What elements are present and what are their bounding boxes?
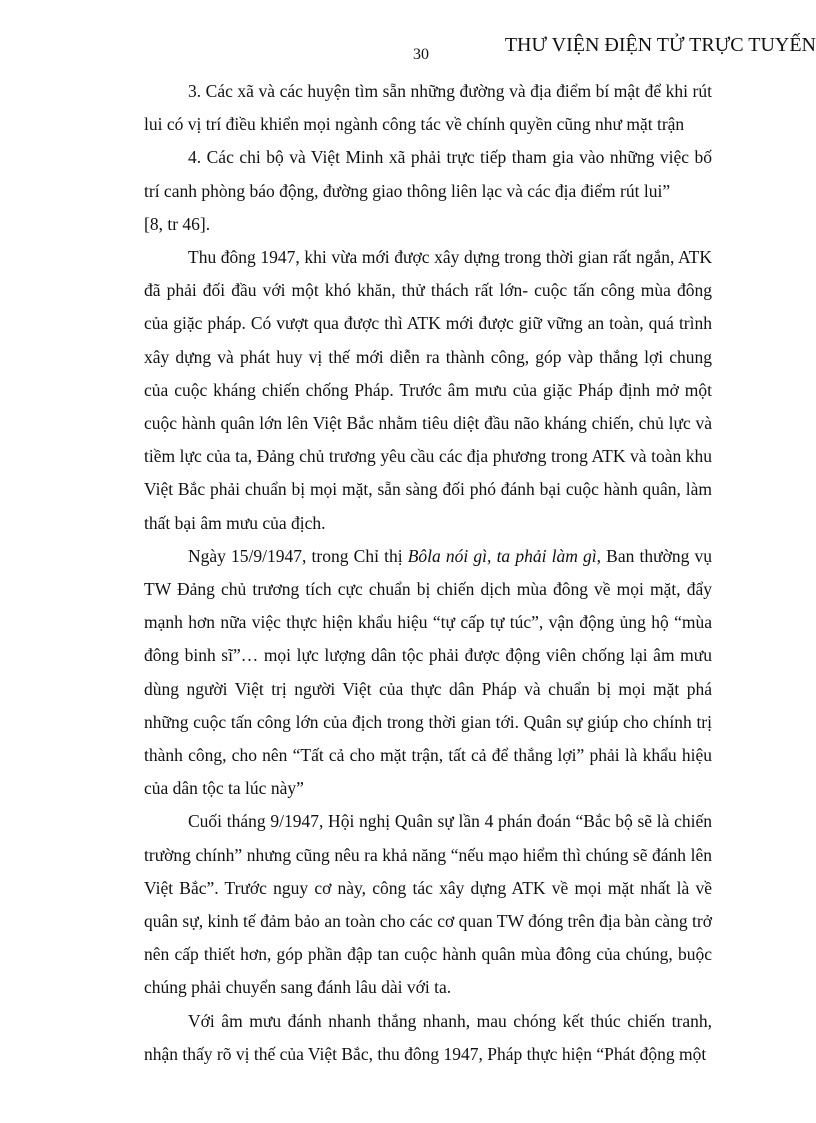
paragraph-2: 4. Các chi bộ và Việt Minh xã phải trực tiếp tham gia vào những việc bố trí canh phòng báo động, đường giao thông liên lạc và các địa điểm rút lui”	[144, 147, 712, 201]
paragraph-1: 3. Các xã và các huyện tìm sẵn những đường và địa điểm bí mật để khi rút lui có vị trí điều khiển mọi ngành công tác về chính quyền cũng như mặt trận	[144, 81, 712, 135]
paragraph-4-rest: , Ban thường vụ TW Đảng chủ trương tích cực chuẩn bị chiến dịch mùa đông về mọi mặt, đẩy mạnh hơn nữa việc thực hiện khẩu hiệu “tự cấp tự túc”, vận động ủng hộ “mùa đông binh sĩ”… mọi lực lượng dân tộc phải được động viên chống lại âm mưu dùng người Việt trị người Việt của thực dân Pháp và chuẩn bị mọi mặt phá những cuộc tấn công lớn của địch trong thời gian tới. Quân sự giúp cho chính trị thành công, cho nên “Tất cả cho mặt trận, tất cả để thắng lợi” phải là khẩu hiệu của dân tộc ta lúc này”	[144, 545, 712, 799]
paragraph-6: Với âm mưu đánh nhanh thắng nhanh, mau chóng kết thúc chiến tranh, nhận thấy rõ vị thế của Việt Bắc, thu đông 1947, Pháp thực hiện “Phát động một	[144, 1010, 712, 1064]
page-number: 30	[413, 46, 429, 63]
directive-title: Bôla nói gì, ta phải làm gì	[407, 545, 597, 566]
header-watermark: THƯ VIỆN ĐIỆN TỬ TRỰC TUYẾN	[504, 34, 816, 56]
paragraph-4-lead: Ngày 15/9/1947, trong Chỉ thị	[188, 545, 408, 566]
document-body	[144, 75, 712, 1071]
paragraph-3: Thu đông 1947, khi vừa mới được xây dựng trong thời gian rất ngắn, ATK đã phải đối đầu với một khó khăn, thử thách rất lớn- cuộc tấn công mùa đông của giặc pháp. Có vượt qua được thì ATK mới được giữ vững an toàn, quá trình xây dựng và phát huy vị thế mới diễn ra thành công, góp vàp thắng lợi chung của cuộc kháng chiến chống Pháp. Trước âm mưu của giặc Pháp định mở một cuộc hành quân lớn lên Việt Bắc nhằm tiêu diệt đầu não kháng chiến, chủ lực và tiềm lực của ta, Đảng chủ trương yêu cầu các địa phương trong ATK và toàn khu Việt Bắc phải chuẩn bị mọi mặt, sẵn sàng đối phó đánh bại cuộc hành quân, làm thất bại âm mưu của địch.	[144, 247, 712, 533]
paragraph-4	[144, 540, 712, 806]
paragraph-5: Cuối tháng 9/1947, Hội nghị Quân sự lần 4 phán đoán “Bắc bộ sẽ là chiến trường chính” nhưng cũng nêu ra khả năng “nếu mạo hiểm thì chúng sẽ đánh lên Việt Bắc”. Trước nguy cơ này, công tác xây dựng ATK về mọi mặt nhất là về quân sự, kinh tế đảm bảo an toàn cho các cơ quan TW đóng trên địa bàn càng trở nên cấp thiết hơn, góp phần đập tan cuộc hành quân mùa đông của chúng, buộc chúng phải chuyển sang đánh lâu dài với ta.	[144, 811, 712, 998]
citation: [8, tr 46].	[144, 213, 211, 234]
